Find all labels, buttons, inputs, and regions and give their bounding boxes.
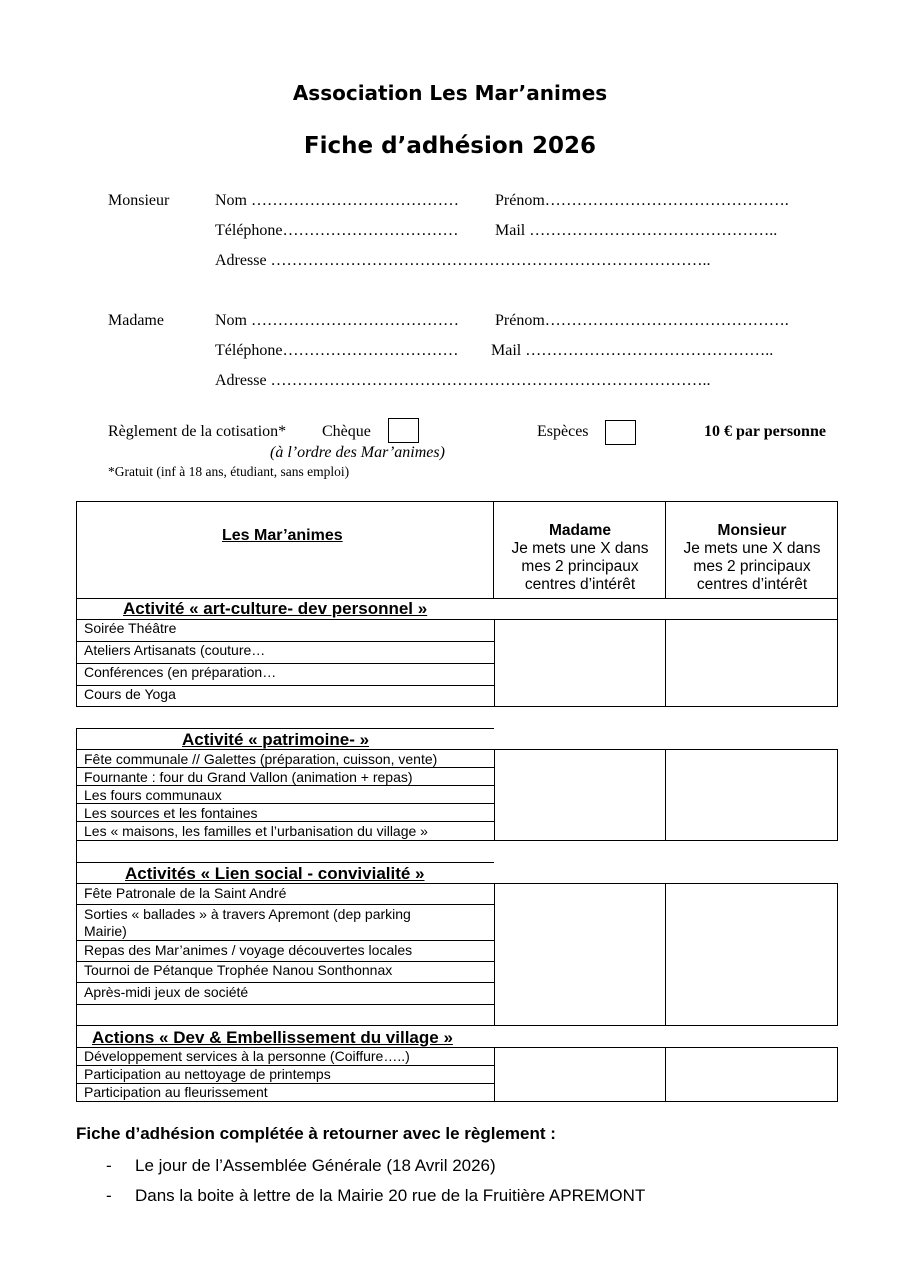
- list-item: Les fours communaux: [84, 787, 222, 803]
- monsieur-choice-cell[interactable]: [666, 620, 836, 706]
- madame-label: Madame: [108, 312, 164, 329]
- madame-column-instruction: Je mets une X dans mes 2 principaux centres d’intérêt: [511, 540, 649, 593]
- especes-checkbox[interactable]: [605, 420, 636, 445]
- monsieur-column-title: Monsieur: [717, 522, 787, 539]
- monsieur-choice-cell[interactable]: [666, 1048, 836, 1100]
- section-title-art-culture: Activité « art-culture- dev personnel »: [123, 599, 428, 618]
- cheque-note: (à l’ordre des Mar’animes): [270, 444, 445, 461]
- bullet-dash: -: [106, 1186, 112, 1205]
- section-title-patrimoine: Activité « patrimoine- »: [182, 730, 370, 749]
- list-item: Soirée Théâtre: [84, 620, 177, 636]
- bullet-dash: -: [106, 1156, 112, 1175]
- monsieur-nom-field[interactable]: Nom …………………………………: [215, 192, 459, 209]
- list-item: Sorties « ballades » à travers Apremont (dep parking: [84, 906, 411, 922]
- madame-telephone-field[interactable]: Téléphone……………………………: [215, 342, 459, 359]
- especes-label: Espèces: [537, 423, 589, 440]
- madame-prenom-field[interactable]: Prénom……………………………………….: [495, 312, 789, 329]
- footer-item: Le jour de l’Assemblée Générale (18 Avril 2026): [135, 1156, 496, 1175]
- list-item: Tournoi de Pétanque Trophée Nanou Sonthonnax: [84, 962, 393, 978]
- list-item: Repas des Mar’animes / voyage découvertes locales: [84, 942, 413, 958]
- price-label: 10 € par personne: [704, 423, 826, 440]
- table-head-cell: [76, 501, 494, 599]
- madame-adresse-field[interactable]: Adresse ………………………………………………………………………..: [215, 372, 711, 389]
- madame-choice-cell[interactable]: [495, 1048, 664, 1100]
- madame-mail-field[interactable]: Mail ………………………………………..: [491, 342, 774, 359]
- list-item: Ateliers Artisanats (couture…: [84, 642, 266, 658]
- madame-choice-cell[interactable]: [495, 884, 664, 1024]
- section-title-lien-social: Activités « Lien social - convivialité »: [125, 864, 425, 883]
- monsieur-telephone-field[interactable]: Téléphone……………………………: [215, 222, 459, 239]
- footer-item: Dans la boite à lettre de la Mairie 20 rue de la Fruitière APREMONT: [135, 1186, 646, 1205]
- monsieur-prenom-field[interactable]: Prénom……………………………………….: [495, 192, 789, 209]
- list-item: Conférences (en préparation…: [84, 664, 277, 680]
- list-item: Fête communale // Galettes (préparation, cuisson, vente): [84, 751, 438, 767]
- list-item: Après-midi jeux de société: [84, 984, 249, 1000]
- list-item: Cours de Yoga: [84, 686, 176, 702]
- list-item: Développement services à la personne (Coiffure…..): [84, 1048, 410, 1064]
- monsieur-column-header: [672, 522, 832, 594]
- list-item: Fête Patronale de la Saint André: [84, 885, 287, 901]
- list-item: Participation au nettoyage de printemps: [84, 1066, 331, 1082]
- footer-instruction: Fiche d’adhésion complétée à retourner avec le règlement :: [76, 1124, 556, 1143]
- monsieur-label: Monsieur: [108, 192, 170, 209]
- monsieur-adresse-field[interactable]: Adresse ………………………………………………………………………..: [215, 252, 711, 269]
- form-title: Fiche d’adhésion 2026: [303, 133, 597, 159]
- list-item: Mairie): [84, 923, 127, 939]
- list-item: Participation au fleurissement: [84, 1084, 268, 1100]
- madame-column-header: [500, 522, 660, 594]
- monsieur-choice-cell[interactable]: [666, 884, 836, 1024]
- table-head-title: Les Mar’animes: [222, 527, 343, 544]
- association-title: Association Les Mar’animes: [292, 81, 608, 105]
- payment-label: Règlement de la cotisation*: [108, 423, 287, 440]
- list-item: Les sources et les fontaines: [84, 805, 258, 821]
- gratuit-note: *Gratuit (inf à 18 ans, étudiant, sans emploi): [108, 464, 350, 479]
- monsieur-choice-cell[interactable]: [666, 750, 836, 839]
- madame-choice-cell[interactable]: [495, 620, 664, 706]
- madame-column-title: Madame: [548, 522, 612, 539]
- monsieur-column-instruction: Je mets une X dans mes 2 principaux centres d’intérêt: [683, 540, 821, 593]
- list-item: Fournante : four du Grand Vallon (animation + repas): [84, 769, 413, 785]
- cheque-checkbox[interactable]: [388, 418, 419, 443]
- monsieur-mail-field[interactable]: Mail ………………………………………..: [495, 222, 778, 239]
- madame-nom-field[interactable]: Nom …………………………………: [215, 312, 459, 329]
- list-item: Les « maisons, les familles et l’urbanisation du village »: [84, 823, 428, 839]
- section-title-embellissement: Actions « Dev & Embellissement du village »: [92, 1028, 453, 1047]
- madame-choice-cell[interactable]: [495, 750, 664, 839]
- cheque-label: Chèque: [322, 423, 371, 440]
